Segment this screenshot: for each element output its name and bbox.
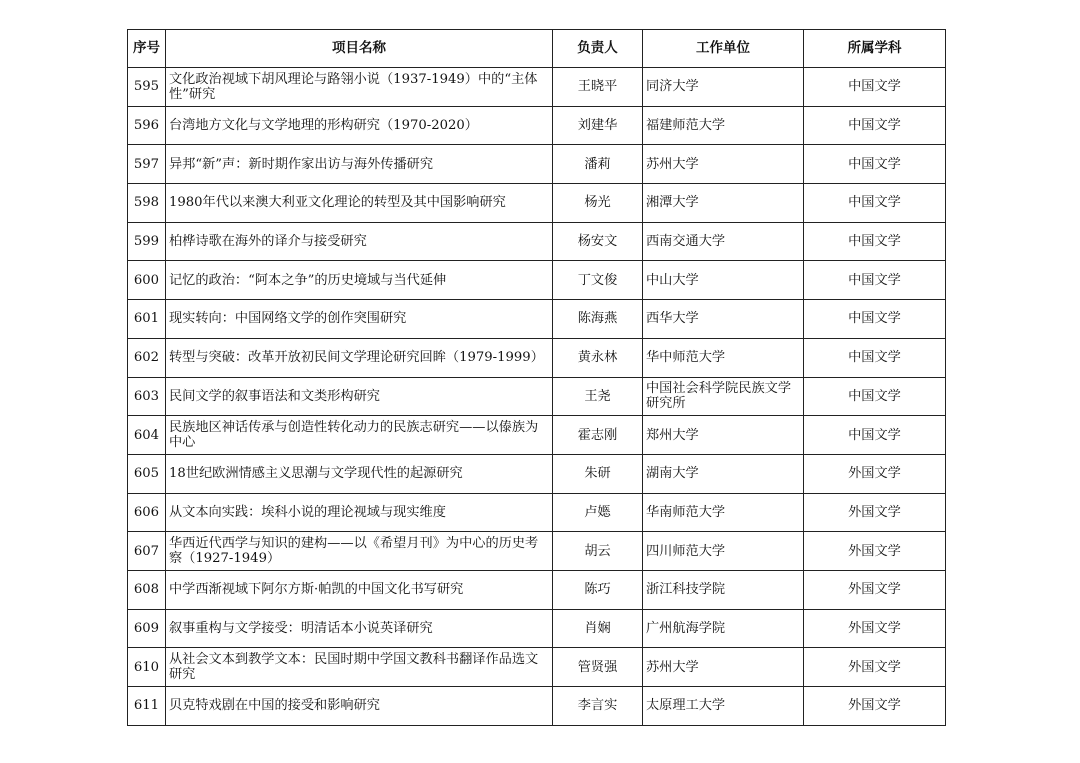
project-title: 从社会文本到教学文本：民国时期中学国文教科书翻译作品选文研究 <box>166 648 553 687</box>
project-title: 民族地区神话传承与创造性转化动力的民族志研究——以傣族为中心 <box>166 416 553 455</box>
subject: 中国文学 <box>804 184 946 223</box>
project-title: 从文本向实践：埃科小说的理论视域与现实维度 <box>166 493 553 532</box>
row-number: 601 <box>128 300 166 339</box>
project-title: 华西近代西学与知识的建构——以《希望月刊》为中心的历史考察（1927-1949） <box>166 532 553 571</box>
table-row <box>128 261 946 300</box>
project-title: 记忆的政治：“阿本之争”的历史境域与当代延伸 <box>166 261 553 300</box>
table-row <box>128 416 946 455</box>
subject: 中国文学 <box>804 300 946 339</box>
institution: 中国社会科学院民族文学研究所 <box>643 377 804 416</box>
institution: 中山大学 <box>643 261 804 300</box>
row-number: 604 <box>128 416 166 455</box>
row-number: 596 <box>128 106 166 145</box>
row-number: 605 <box>128 454 166 493</box>
subject: 中国文学 <box>804 68 946 107</box>
project-title: 叙事重构与文学接受：明清话本小说英译研究 <box>166 609 553 648</box>
institution: 浙江科技学院 <box>643 570 804 609</box>
project-leader: 王尧 <box>553 377 643 416</box>
project-title: 18世纪欧洲情感主义思潮与文学现代性的起源研究 <box>166 454 553 493</box>
header-leader: 负责人 <box>553 30 643 68</box>
project-table-container <box>127 29 945 726</box>
project-leader: 王晓平 <box>553 68 643 107</box>
header-institution: 工作单位 <box>643 30 804 68</box>
project-title: 台湾地方文化与文学地理的形构研究（1970-2020） <box>166 106 553 145</box>
row-number: 600 <box>128 261 166 300</box>
row-number: 603 <box>128 377 166 416</box>
header-title: 项目名称 <box>166 30 553 68</box>
subject: 中国文学 <box>804 261 946 300</box>
institution: 西南交通大学 <box>643 222 804 261</box>
project-leader: 霍志刚 <box>553 416 643 455</box>
subject: 中国文学 <box>804 416 946 455</box>
table-row <box>128 184 946 223</box>
project-leader: 卢嫕 <box>553 493 643 532</box>
table-row <box>128 493 946 532</box>
table-row <box>128 454 946 493</box>
project-leader: 杨安文 <box>553 222 643 261</box>
subject: 中国文学 <box>804 222 946 261</box>
table-row <box>128 300 946 339</box>
institution: 郑州大学 <box>643 416 804 455</box>
institution: 华南师范大学 <box>643 493 804 532</box>
project-leader: 管贤强 <box>553 648 643 687</box>
table-row <box>128 68 946 107</box>
project-title: 民间文学的叙事语法和文类形构研究 <box>166 377 553 416</box>
institution: 西华大学 <box>643 300 804 339</box>
row-number: 595 <box>128 68 166 107</box>
table-row <box>128 687 946 726</box>
project-title: 柏桦诗歌在海外的译介与接受研究 <box>166 222 553 261</box>
project-leader: 胡云 <box>553 532 643 571</box>
table-row <box>128 570 946 609</box>
project-title: 中学西渐视域下阿尔方斯·帕凯的中国文化书写研究 <box>166 570 553 609</box>
row-number: 602 <box>128 338 166 377</box>
institution: 华中师范大学 <box>643 338 804 377</box>
project-title: 1980年代以来澳大利亚文化理论的转型及其中国影响研究 <box>166 184 553 223</box>
project-title: 文化政治视域下胡风理论与路翎小说（1937-1949）中的“主体性”研究 <box>166 68 553 107</box>
header-subject: 所属学科 <box>804 30 946 68</box>
project-table <box>127 29 946 726</box>
table-body <box>128 68 946 726</box>
row-number: 608 <box>128 570 166 609</box>
row-number: 609 <box>128 609 166 648</box>
subject: 外国文学 <box>804 687 946 726</box>
project-leader: 肖娴 <box>553 609 643 648</box>
row-number: 597 <box>128 145 166 184</box>
row-number: 599 <box>128 222 166 261</box>
subject: 外国文学 <box>804 532 946 571</box>
table-row <box>128 532 946 571</box>
table-row <box>128 609 946 648</box>
subject: 外国文学 <box>804 648 946 687</box>
table-row <box>128 222 946 261</box>
subject: 外国文学 <box>804 609 946 648</box>
institution: 福建师范大学 <box>643 106 804 145</box>
subject: 外国文学 <box>804 570 946 609</box>
project-title: 现实转向：中国网络文学的创作突围研究 <box>166 300 553 339</box>
table-row <box>128 377 946 416</box>
institution: 同济大学 <box>643 68 804 107</box>
project-leader: 黄永林 <box>553 338 643 377</box>
project-leader: 杨光 <box>553 184 643 223</box>
subject: 中国文学 <box>804 338 946 377</box>
project-leader: 丁文俊 <box>553 261 643 300</box>
row-number: 611 <box>128 687 166 726</box>
subject: 中国文学 <box>804 377 946 416</box>
project-title: 异邦“新”声：新时期作家出访与海外传播研究 <box>166 145 553 184</box>
project-leader: 刘建华 <box>553 106 643 145</box>
project-leader: 潘莉 <box>553 145 643 184</box>
project-title: 转型与突破：改革开放初民间文学理论研究回眸（1979-1999） <box>166 338 553 377</box>
table-row <box>128 145 946 184</box>
institution: 四川师范大学 <box>643 532 804 571</box>
project-leader: 李言实 <box>553 687 643 726</box>
institution: 湖南大学 <box>643 454 804 493</box>
row-number: 598 <box>128 184 166 223</box>
institution: 太原理工大学 <box>643 687 804 726</box>
table-header-row <box>128 30 946 68</box>
row-number: 606 <box>128 493 166 532</box>
subject: 外国文学 <box>804 454 946 493</box>
project-leader: 陈巧 <box>553 570 643 609</box>
table-row <box>128 338 946 377</box>
table-row <box>128 648 946 687</box>
project-leader: 陈海燕 <box>553 300 643 339</box>
row-number: 610 <box>128 648 166 687</box>
project-leader: 朱研 <box>553 454 643 493</box>
institution: 湘潭大学 <box>643 184 804 223</box>
project-title: 贝克特戏剧在中国的接受和影响研究 <box>166 687 553 726</box>
subject: 中国文学 <box>804 106 946 145</box>
header-no: 序号 <box>128 30 166 68</box>
table-row <box>128 106 946 145</box>
subject: 中国文学 <box>804 145 946 184</box>
institution: 苏州大学 <box>643 648 804 687</box>
institution: 广州航海学院 <box>643 609 804 648</box>
row-number: 607 <box>128 532 166 571</box>
subject: 外国文学 <box>804 493 946 532</box>
institution: 苏州大学 <box>643 145 804 184</box>
